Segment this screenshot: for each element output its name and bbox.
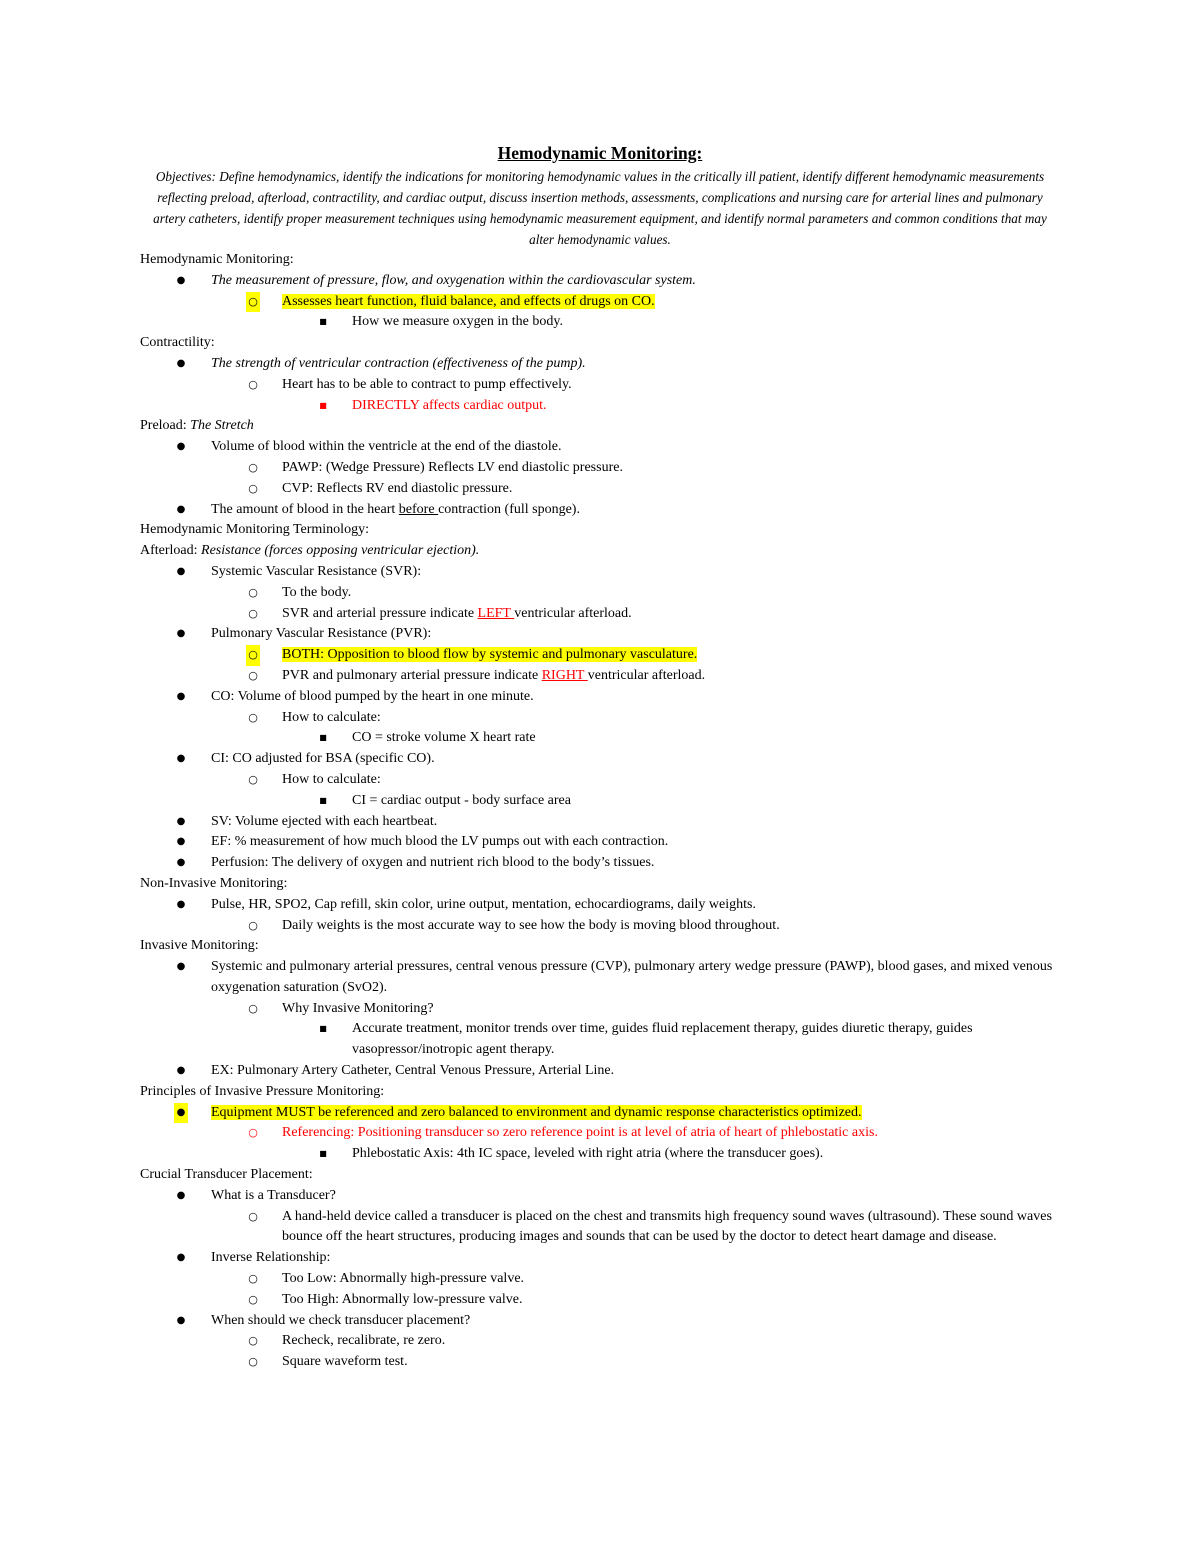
list-item: ○ How to calculate: (140, 770, 1060, 791)
section-heading: Preload: The Stretch (140, 418, 254, 434)
bullet-icon: ■ (319, 1149, 327, 1159)
bullet-icon: ● (176, 961, 186, 973)
bullet-icon: ○ (246, 645, 260, 666)
bullet-icon: ● (176, 628, 186, 640)
bullet-icon: ● (176, 753, 186, 765)
list-item: ● The strength of ventricular contraction (effectiveness of the pump). (140, 354, 1060, 375)
objectives-paragraph: Objectives: Define hemodynamics, identify the indications for monitoring hemodynamic values in the critically ill patient, identify different hemodynamic measurements reflecting preload, afterload, contractility, and cardiac output, discuss insertion methods, assessments, complications and nursing care for arterial lines and pulmonary artery catheters, identify proper measurement techniques using hemodynamic measurement equipment, and identify normal parameters and common conditions that may alter hemodynamic values. (153, 169, 1047, 247)
bullet-icon: ○ (248, 1355, 258, 1369)
bullet-icon: ● (176, 1189, 186, 1201)
list-item: ● What is a Transducer? (140, 1186, 1060, 1207)
list-item: ○ CVP: Reflects RV end diastolic pressure. (140, 479, 1060, 500)
bullet-icon: ■ (319, 795, 327, 805)
list-item: ○ Square waveform test. (140, 1352, 1060, 1373)
list-item: ■ CI = cardiac output - body surface area (140, 791, 1060, 812)
list-item: ● The measurement of pressure, flow, and oxygenation within the cardiovascular system. (140, 271, 1060, 292)
bullet-icon: ○ (248, 1272, 258, 1286)
bullet-icon: ● (176, 836, 186, 848)
section-heading: Hemodynamic Monitoring: (140, 252, 294, 267)
bullet-icon: ○ (248, 1334, 258, 1348)
section-heading: Afterload: Resistance (forces opposing ventricular ejection). (140, 543, 480, 559)
list-item: ● SV: Volume ejected with each heartbeat. (140, 812, 1060, 833)
bullet-icon: ○ (248, 668, 258, 682)
list-item: ● Volume of blood within the ventricle at the end of the diastole. (140, 437, 1060, 458)
list-item: ○ Too Low: Abnormally high-pressure valve. (140, 1269, 1060, 1290)
bullet-icon: ○ (248, 585, 258, 599)
bullet-icon: ○ (248, 1292, 258, 1306)
bullet-icon: ● (176, 1252, 186, 1264)
bullet-icon: ○ (248, 460, 258, 474)
section-heading: Principles of Invasive Pressure Monitoring: (140, 1083, 385, 1099)
bullet-icon: ○ (248, 710, 258, 724)
list-item: ○ How to calculate: (140, 708, 1060, 729)
document-page (140, 140, 1060, 1373)
list-item: ○ Too High: Abnormally low-pressure valve. (140, 1290, 1060, 1311)
list-item: ● EX: Pulmonary Artery Catheter, Central Venous Pressure, Arterial Line. (140, 1061, 1060, 1082)
list-item: ● Perfusion: The delivery of oxygen and nutrient rich blood to the body’s tissues. (140, 853, 1060, 874)
list-item: ● Pulse, HR, SPO2, Cap refill, skin color, urine output, mentation, echocardiograms, daily weights. (140, 895, 1060, 916)
list-item: ● CO: Volume of blood pumped by the heart in one minute. (140, 687, 1060, 708)
list-item: ○ Heart has to be able to contract to pump effectively. (140, 375, 1060, 396)
bullet-icon: ● (176, 898, 186, 910)
list-item: ● Equipment MUST be referenced and zero balanced to environment and dynamic response characteristics optimized. (140, 1103, 1060, 1124)
list-item: ○ Daily weights is the most accurate way to see how the body is moving blood throughout. (140, 916, 1060, 937)
bullet-icon: ○ (248, 377, 258, 391)
list-item: ● Systemic Vascular Resistance (SVR): (140, 562, 1060, 583)
list-item: ■ CO = stroke volume X heart rate (140, 728, 1060, 749)
bullet-icon: ● (176, 565, 186, 577)
list-item: ○ A hand-held device called a transducer is placed on the chest and transmits high frequency sound waves (ultrasound). These sound waves bounce off the heart structures, producing images and sounds that can be used by the doctor to detect heart damage and disease. (140, 1207, 1060, 1249)
bullet-icon: ○ (248, 1209, 258, 1223)
bullet-icon: ● (176, 857, 186, 869)
list-item: ● When should we check transducer placement? (140, 1311, 1060, 1332)
list-item: ○ To the body. (140, 583, 1060, 604)
list-item: ○ Referencing: Positioning transducer so zero reference point is at level of atria of heart of phlebostatic axis. (140, 1123, 1060, 1144)
bullet-icon: ■ (319, 733, 327, 743)
bullet-icon: ● (176, 1065, 186, 1077)
list-item: ○ Assesses heart function, fluid balance, and effects of drugs on CO. (140, 292, 1060, 313)
bullet-icon: ○ (248, 918, 258, 932)
list-item: ○ BOTH: Opposition to blood flow by systemic and pulmonary vasculature. (140, 645, 1060, 666)
list-item: ● EF: % measurement of how much blood the LV pumps out with each contraction. (140, 832, 1060, 853)
section-heading: Crucial Transducer Placement: (140, 1167, 313, 1183)
list-item: ○ Why Invasive Monitoring? (140, 999, 1060, 1020)
bullet-icon: ● (176, 690, 186, 702)
bullet-icon: ● (174, 1103, 188, 1124)
list-item: ○ Recheck, recalibrate, re zero. (140, 1331, 1060, 1352)
list-item: ■ DIRECTLY affects cardiac output. (140, 396, 1060, 417)
bullet-icon: ● (176, 815, 186, 827)
list-item: ● CI: CO adjusted for BSA (specific CO). (140, 749, 1060, 770)
list-item: ○ SVR and arterial pressure indicate LEFT ventricular afterload. (140, 604, 1060, 625)
list-item: ○ PAWP: (Wedge Pressure) Reflects LV end diastolic pressure. (140, 458, 1060, 479)
bullet-icon: ● (176, 503, 186, 515)
bullet-icon: ● (176, 441, 186, 453)
bullet-icon: ■ (319, 1024, 327, 1034)
bullet-icon: ○ (248, 606, 258, 620)
bullet-icon: ○ (248, 481, 258, 495)
section-heading: Contractility: (140, 335, 215, 351)
section-heading: Hemodynamic Monitoring Terminology: (140, 522, 369, 538)
section-heading: Invasive Monitoring: (140, 938, 259, 954)
list-item: ● The amount of blood in the heart before contraction (full sponge). (140, 500, 1060, 521)
list-item: ■ Phlebostatic Axis: 4th IC space, leveled with right atria (where the transducer goes). (140, 1144, 1060, 1165)
section-heading: Non-Invasive Monitoring: (140, 875, 288, 891)
bullet-icon: ● (176, 1314, 186, 1326)
list-item: ■ Accurate treatment, monitor trends over time, guides fluid replacement therapy, guides diuretic therapy, guides vasopressor/inotropic agent therapy. (140, 1019, 1060, 1061)
list-item: ● Systemic and pulmonary arterial pressures, central venous pressure (CVP), pulmonary artery wedge pressure (PAWP), blood gases, and mixed venous oxygenation saturation (SvO2). (140, 957, 1060, 999)
bullet-icon: ○ (248, 1126, 258, 1140)
list-item: ■ How we measure oxygen in the body. (140, 312, 1060, 333)
list-item: ● Pulmonary Vascular Resistance (PVR): (140, 624, 1060, 645)
bullet-icon: ■ (319, 317, 327, 327)
page-title: Hemodynamic Monitoring: (497, 143, 703, 163)
bullet-icon: ● (176, 357, 186, 369)
bullet-icon: ○ (248, 772, 258, 786)
list-item: ○ PVR and pulmonary arterial pressure indicate RIGHT ventricular afterload. (140, 666, 1060, 687)
bullet-icon: ○ (248, 1001, 258, 1015)
list-item: ● Inverse Relationship: (140, 1248, 1060, 1269)
bullet-icon: ■ (319, 400, 327, 410)
bullet-icon: ○ (246, 292, 260, 313)
bullet-icon: ● (176, 274, 186, 286)
